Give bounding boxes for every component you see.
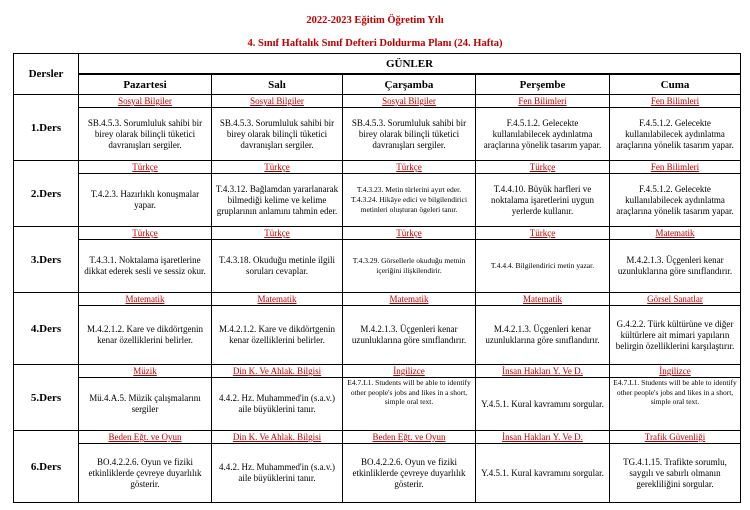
- objective-text: M.4.2.1.3. Üçgenleri kenar uzunluklarına göre sınıflandırır.: [617, 255, 733, 276]
- plan-cell: [212, 95, 343, 161]
- plan-cell: [212, 227, 343, 293]
- plan-cell: [343, 227, 476, 293]
- weekly-plan-table: [13, 53, 741, 503]
- plan-cell: [476, 95, 610, 161]
- objective-text: M.4.2.1.2. Kare ve dikdörtgenin kenar özelliklerini belirler.: [219, 324, 335, 345]
- plan-cell: [212, 431, 343, 503]
- subject-name: Beden Eğt. ve Oyun: [343, 431, 475, 444]
- plan-cell: [476, 161, 610, 227]
- plan-cell: [343, 161, 476, 227]
- lesson-row: [14, 293, 741, 365]
- subject-name: Müzik: [79, 365, 211, 378]
- plan-title: 4. Sınıf Haftalık Sınıf Defteri Doldurma Planı (24. Hafta): [247, 38, 503, 49]
- objective-text: Y.4.5.1. Kural kavramını sorgular.: [481, 467, 604, 478]
- lesson-row: [14, 431, 741, 503]
- subject-name: Trafik Güvenliği: [610, 431, 740, 444]
- objective-text: T.4.3.1. Noktalama işaretlerine dikkat ederek sesli ve sessiz okur.: [84, 255, 206, 276]
- objective-text: BO.4.2.2.6. Oyun ve fiziki etkinliklerde çevreye duyarlılık gösterir.: [352, 456, 466, 489]
- plan-cell: [610, 227, 741, 293]
- objective-text: T.4.3.12. Bağlamdan yararlanarak bilmediği kelime ve kelime gruplarının anlamını tahmin eder.: [215, 183, 339, 216]
- plan-cell: [476, 227, 610, 293]
- plan-cell: [476, 293, 610, 365]
- subject-name: Fen Bilimleri: [476, 95, 609, 108]
- subject-name: Din K. Ve Ahlak. Bilgisi: [212, 431, 342, 444]
- subject-name: Matematik: [212, 293, 342, 306]
- subject-name: Türkçe: [212, 161, 342, 174]
- objective-text: T.4.2.3. Hazırlıklı konuşmalar yapar.: [90, 189, 200, 210]
- plan-cell: [610, 431, 741, 503]
- objective-text: M.4.2.1.3. Üçgenleri kenar uzunluklarına göre sınıflandırır.: [485, 324, 600, 345]
- plan-cell: [212, 161, 343, 227]
- plan-cell: [79, 227, 212, 293]
- plan-cell: [79, 431, 212, 503]
- lessons-header: Dersler: [14, 54, 79, 95]
- lesson-row: [14, 161, 741, 227]
- objective-text: SB.4.5.3. Sorumluluk sahibi bir birey olarak bilinçli tüketici davranışları sergiler.: [351, 117, 467, 150]
- days-header: GÜNLER: [79, 54, 741, 75]
- plan-cell: [79, 293, 212, 365]
- objective-text: SB.4.5.3. Sorumluluk sahibi bir birey olarak bilinçli tüketici davranışları sergiler.: [219, 117, 335, 150]
- plan-cell: [79, 365, 212, 431]
- subject-name: İngilizce: [343, 365, 475, 378]
- plan-cell: [212, 293, 343, 365]
- objective-text: E4.7.L1. Students will be able to identify other people's jobs and likes in a short, simple oral text.: [613, 378, 737, 406]
- subject-name: Sosyal Bilgiler: [343, 95, 475, 108]
- subject-name: Matematik: [79, 293, 211, 306]
- lesson-label: 1.Ders: [14, 95, 79, 161]
- subject-name: İngilizce: [610, 365, 740, 378]
- objective-text: M.4.2.1.3. Üçgenleri kenar uzunluklarına göre sınıflandırır.: [351, 324, 467, 345]
- plan-cell: [79, 95, 212, 161]
- subject-name: Türkçe: [79, 227, 211, 240]
- lesson-label: 2.Ders: [14, 161, 79, 227]
- objective-text: E4.7.L1. Students will be able to identify other people's jobs and likes in a short, simple oral text.: [347, 378, 471, 406]
- day-header-cuma: Cuma: [610, 74, 741, 95]
- lesson-row: [14, 95, 741, 161]
- subject-name: Sosyal Bilgiler: [79, 95, 211, 108]
- objective-text: T.4.4.4. Bilgilendirici metin yazar.: [490, 261, 595, 270]
- subject-name: Sosyal Bilgiler: [212, 95, 342, 108]
- objective-text: TG.4.1.15. Trafikte sorumlu, saygılı ve sabırlı olmanın gerekliliğini sorgular.: [623, 456, 727, 489]
- subject-name: İnsan Hakları Y. Ve D.: [476, 365, 609, 378]
- objective-text: T.4.3.29. Görsellerle okuduğu metnin içeriğini ilişkilendirir.: [352, 256, 466, 275]
- lesson-label: 3.Ders: [14, 227, 79, 293]
- objective-text: M.4.2.1.2. Kare ve dikdörtgenin kenar özelliklerini belirler.: [87, 324, 203, 345]
- plan-cell: [610, 365, 741, 431]
- subject-name: Matematik: [476, 293, 609, 306]
- objective-text: F.4.5.1.2. Gelecekte kullanılabilecek aydınlatma araçlarına yönelik tasarım yapar.: [616, 117, 734, 150]
- lesson-label: 5.Ders: [14, 365, 79, 431]
- subject-name: Matematik: [610, 227, 740, 240]
- day-header-sali: Salı: [212, 74, 343, 95]
- objective-text: Mü.4.A.5. Müzik çalışmalarını sergiler: [89, 393, 201, 414]
- subject-name: Matematik: [343, 293, 475, 306]
- plan-cell: [476, 431, 610, 503]
- objective-text: T.4.3.18. Okuduğu metinle ilgili soruları cevaplar.: [218, 255, 336, 276]
- day-header-pazartesi: Pazartesi: [79, 74, 212, 95]
- lesson-row: [14, 227, 741, 293]
- subject-name: Din K. Ve Ahlak. Bilgisi: [212, 365, 342, 378]
- plan-cell: [610, 161, 741, 227]
- objective-text: T.4.3.23. Metin türlerini ayırt eder. T.4.3.24. Hikâye edici ve bilgilendirici metinleri oluşturan ögeleri tanır.: [350, 185, 468, 214]
- plan-cell: [212, 365, 343, 431]
- objective-text: F.4.5.1.2. Gelecekte kullanılabilecek aydınlatma araçlarına yönelik tasarım yapar.: [483, 117, 602, 150]
- plan-cell: [476, 365, 610, 431]
- subject-name: Beden Eğt. ve Oyun: [79, 431, 211, 444]
- lesson-label: 4.Ders: [14, 293, 79, 365]
- plan-cell: [343, 95, 476, 161]
- objective-text: F.4.5.1.2. Gelecekte kullanılabilecek aydınlatma araçlarına yönelik tasarım yapar.: [616, 183, 734, 216]
- academic-year-title: 2022-2023 Eğitim Öğretim Yılı: [306, 15, 444, 26]
- subject-name: Türkçe: [476, 227, 609, 240]
- objective-text: 4.4.2. Hz. Muhammed'in (s.a.v.) aile büyüklerini tanır.: [218, 393, 335, 414]
- plan-cell: [343, 293, 476, 365]
- day-header-carsamba: Çarşamba: [343, 74, 476, 95]
- objective-text: Y.4.5.1. Kural kavramını sorgular.: [481, 398, 604, 409]
- subject-name: Türkçe: [343, 227, 475, 240]
- plan-cell: [79, 161, 212, 227]
- subject-name: Görsel Sanatlar: [610, 293, 740, 306]
- subject-name: Türkçe: [79, 161, 211, 174]
- subject-name: İnsan Hakları Y. Ve D.: [476, 431, 609, 444]
- plan-cell: [343, 365, 476, 431]
- plan-cell: [343, 431, 476, 503]
- objective-text: G.4.2.2. Türk kültürüne ve diğer kültürlere ait mimari yapıların belirgin özelliklerini karşılaştırır.: [615, 318, 735, 351]
- objective-text: BO.4.2.2.6. Oyun ve fiziki etkinliklerde çevreye duyarlılık gösterir.: [88, 456, 202, 489]
- objective-text: SB.4.5.3. Sorumluluk sahibi bir birey olarak bilinçli tüketici davranışları sergiler.: [87, 117, 203, 150]
- plan-cell: [610, 293, 741, 365]
- subject-name: Fen Bilimleri: [610, 161, 740, 174]
- objective-text: T.4.4.10. Büyük harfleri ve noktalama işaretlerini uygun yerlerde kullanır.: [491, 183, 594, 216]
- lesson-label: 6.Ders: [14, 431, 79, 503]
- plan-cell: [610, 95, 741, 161]
- day-header-persembe: Perşembe: [476, 74, 610, 95]
- objective-text: 4.4.2. Hz. Muhammed'in (s.a.v.) aile büyüklerini tanır.: [218, 462, 335, 483]
- lesson-row: [14, 365, 741, 431]
- subject-name: Türkçe: [343, 161, 475, 174]
- subject-name: Türkçe: [476, 161, 609, 174]
- subject-name: Fen Bilimleri: [610, 95, 740, 108]
- subject-name: Türkçe: [212, 227, 342, 240]
